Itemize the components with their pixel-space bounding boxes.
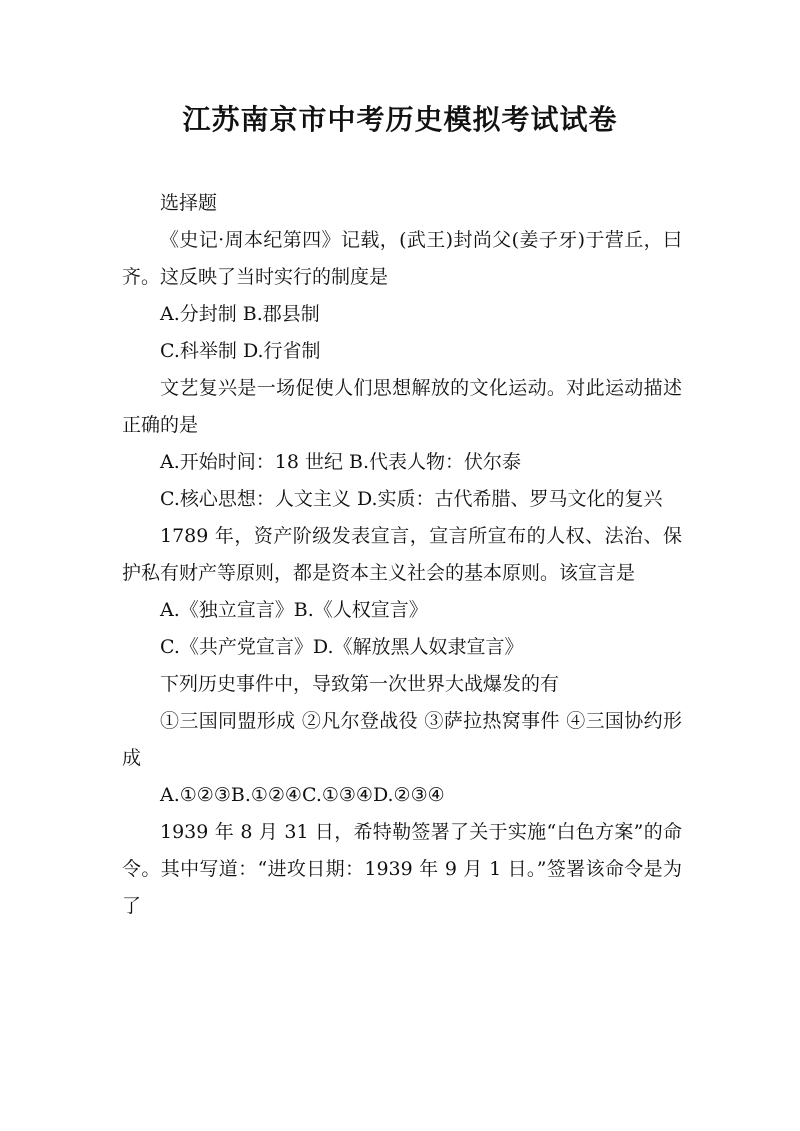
question-3-options-ab: A.《独立宣言》B.《人权宣言》 (160, 599, 428, 621)
section-heading: 选择题 (160, 192, 218, 214)
page-title: 江苏南京市中考历史模拟考试试卷 (182, 103, 618, 136)
question-2-options-cd: C.核心思想：人文主义 D.实质：古代希腊、罗马文化的复兴 (160, 488, 663, 510)
question-1-options-ab: A.分封制 B.郡县制 (160, 303, 320, 325)
document-body (122, 185, 682, 925)
question-4-items: ①三国同盟形成 ②凡尔登战役 ③萨拉热窝事件 ④三国协约形成 (122, 710, 682, 769)
question-1-stem: 《史记·周本纪第四》记载，(武王)封尚父(姜子牙)于营丘，曰齐。这反映了当时实行的制度是 (122, 229, 682, 288)
question-2-stem: 文艺复兴是一场促使人们思想解放的文化运动。对此运动描述正确的是 (122, 377, 682, 436)
question-4-stem: 下列历史事件中，导致第一次世界大战爆发的有 (160, 673, 560, 695)
question-3-stem: 1789 年，资产阶级发表宣言，宣言所宣布的人权、法治、保护私有财产等原则，都是资本主义社会的基本原则。该宣言是 (122, 525, 682, 584)
question-5-stem: 1939 年 8 月 31 日，希特勒签署了关于实施“白色方案”的命令。其中写道：“进攻日期：1939 年 9 月 1 日。”签署该命令是为了 (122, 821, 682, 917)
question-4-options: A.①②③B.①②④C.①③④D.②③④ (160, 784, 445, 806)
question-2-options-ab: A.开始时间：18 世纪 B.代表人物：伏尔泰 (160, 451, 522, 473)
question-3-options-cd: C.《共产党宣言》D.《解放黑人奴隶宣言》 (160, 636, 524, 658)
question-1-options-cd: C.科举制 D.行省制 (160, 340, 321, 362)
